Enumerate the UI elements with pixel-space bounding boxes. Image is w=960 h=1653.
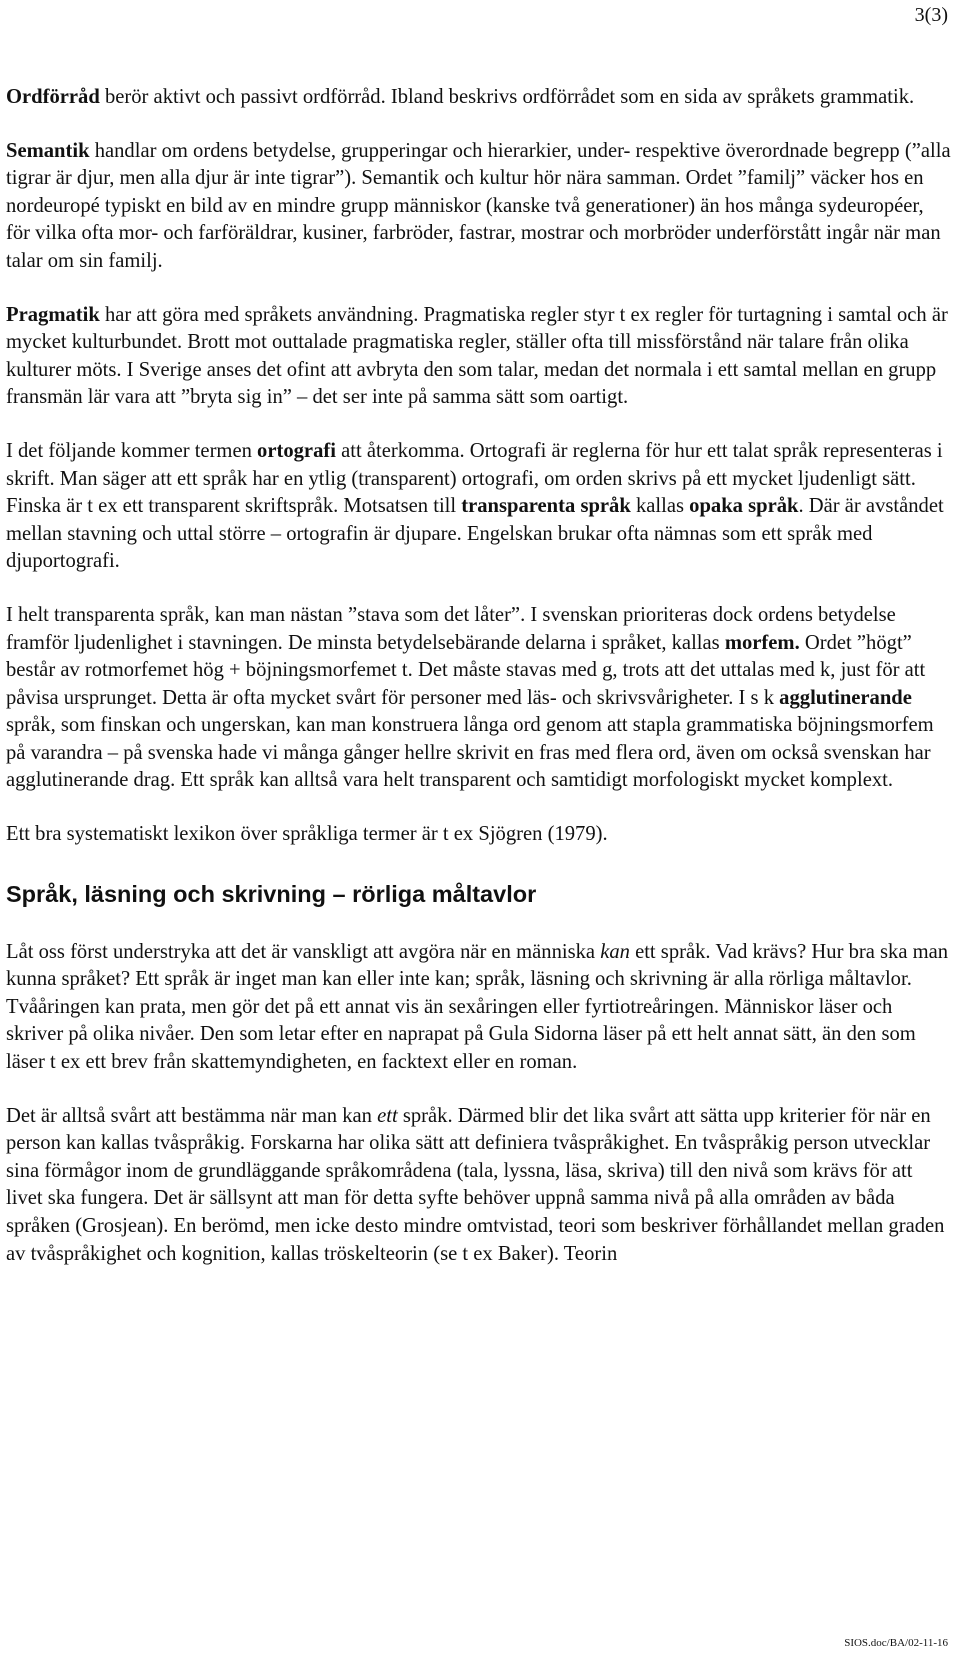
page-number: 3(3) bbox=[914, 4, 948, 26]
paragraphs-after-heading bbox=[6, 939, 951, 1269]
text-run: språk. Därmed blir det lika svårt att sätta upp kriterier för när en person kan kallas tvåspråkig. Forskarna har olika sätt att definiera tvåspråkighet. En tvåspråkig person utvecklar sina förmågor inom de grundläggande språkområdena (tala, lyssna, läsa, skriva) till den nivå som krävs för att livet ska fungera. Det är sällsynt att man för detta syfte behöver uppnå samma nivå på alla områden av båda språken (Grosjean). En berömd, men icke desto mindre omtvistad, teori som beskriver förhållandet mellan graden av tvåspråkighet och kognition, kallas tröskelteorin (se t ex Baker). Teorin bbox=[6, 1104, 945, 1265]
text-run: handlar om ordens betydelse, grupperingar och hierarkier, under- respektive överordnade begrepp (”alla tigrar är djur, men alla djur är inte tigrar”). Semantik och kultur hör nära samman. Ordet ”familj” väcker hos en nordeuropé typiskt en bild av en mindre grupp människor (kanske två generationer) än hos många sydeuropéer, för vilka ofta mor- och farföräldrar, kusiner, farbröder, fastrar, mostrar och morbröder underförstått ingår när man talar om sin familj. bbox=[6, 139, 951, 272]
text-run: Ett bra systematiskt lexikon över språkliga termer är t ex Sjögren (1979). bbox=[6, 823, 608, 846]
text-run: berör aktivt och passivt ordförråd. Ibland beskrivs ordförrådet som en sida av språkets grammatik. bbox=[99, 86, 915, 108]
bold-term: morfem. bbox=[724, 631, 800, 654]
bold-term: agglutinerande bbox=[779, 686, 912, 709]
document-body bbox=[6, 84, 951, 1294]
paragraphs-before-heading bbox=[6, 84, 951, 849]
paragraph-4 bbox=[6, 438, 951, 576]
bold-term: Pragmatik bbox=[6, 303, 100, 326]
text-run: kallas bbox=[630, 495, 690, 518]
italic-text: kan bbox=[600, 940, 630, 963]
text-run: . Där är avståndet mellan stavning och uttal större – ortografin är djupare. Engelskan brukar ofta nämnas som ett språk med djuportografi. bbox=[6, 495, 944, 573]
text-run: Det är alltså svårt att bestämma när man kan bbox=[6, 1104, 378, 1127]
section-heading: Språk, läsning och skrivning – rörliga måltavlor bbox=[6, 880, 537, 907]
text-run: I helt transparenta språk, kan man nästan ”stava som det låter”. I svenskan prioriteras dock ordens betydelse framför ljudenlighet i stavningen. De minsta betydelsebärande delarna i språket, kallas bbox=[6, 603, 896, 654]
paragraph-5 bbox=[6, 602, 951, 795]
text-run: språk, som finskan och ungerskan, kan man konstruera långa ord genom att stapla grammatiska böjningsmorfem på varandra – på svenska hade vi många gånger hellre skrivit en fras med flera ord, även om också svenskan har agglutinerande drag. Ett språk kan alltså vara helt transparent och samtidigt morfologiskt mycket komplext. bbox=[6, 714, 934, 792]
text-run: Låt oss först understryka att det är vanskligt att avgöra när en människa bbox=[6, 940, 601, 963]
paragraph-after-heading-1 bbox=[6, 939, 951, 1077]
paragraph-2 bbox=[6, 138, 951, 276]
text-run: ett språk. Vad krävs? Hur bra ska man kunna språket? Ett språk är inget man kan eller inte kan; språk, läsning och skrivning är alla rörliga måltavlor. Tvååringen kan prata, men gör det på ett annat vis än sexåringen eller fyrtiotreåringen. Människor läser och skriver på olika nivåer. Den som letar efter en naprapat på Gula Sidorna läser på ett helt annat sätt, än den som läser t ex ett brev från skattemyndigheten, en facktext eller en roman. bbox=[6, 940, 949, 1074]
bold-term: transparenta språk bbox=[461, 495, 631, 518]
bold-term: Semantik bbox=[6, 139, 90, 162]
footer-doc-id: SIOS.doc/BA/02-11-16 bbox=[844, 1637, 948, 1649]
italic-text: ett bbox=[377, 1104, 398, 1127]
paragraph-6 bbox=[6, 821, 951, 849]
bold-term: Ordförråd bbox=[6, 86, 100, 108]
paragraph-after-heading-2 bbox=[6, 1103, 951, 1269]
text-run: har att göra med språkets användning. Pragmatiska regler styr t ex regler för turtagning i samtal och är mycket kulturbundet. Brott mot outtalade pragmatiska regler, ställer ofta till missförstånd när talare från olika kulturer möts. I Sverige anses det ofint att avbryta den som talar, medan det normala i ett samtal mellan en grupp fransmän lär vara att ”bryta sig in” – det ser inte på samma sätt som oartigt. bbox=[6, 303, 948, 409]
text-run: Ordet ”högt” består av rotmorfemet hög + böjningsmorfemet t. Det måste stavas med g, trots att det uttalas med k, just för att påvisa ursprunget. Detta är ofta mycket svårt för personer med läs- och skrivsvårigheter. I s k bbox=[6, 631, 926, 709]
paragraph-1 bbox=[6, 84, 951, 112]
text-run: att återkomma. Ortografi är reglerna för hur ett talat språk representeras i skrift. Man säger att ett språk har en ytlig (transparent) ortografi, om orden skrivs på ett mycket ljudenligt sätt. Finska är t ex ett transparent skriftspråk. Motsatsen till bbox=[6, 439, 943, 518]
bold-term: opaka språk bbox=[689, 495, 799, 518]
paragraph-3 bbox=[6, 302, 951, 412]
text-run: I det följande kommer termen bbox=[6, 439, 258, 462]
bold-term: ortografi bbox=[257, 439, 336, 462]
